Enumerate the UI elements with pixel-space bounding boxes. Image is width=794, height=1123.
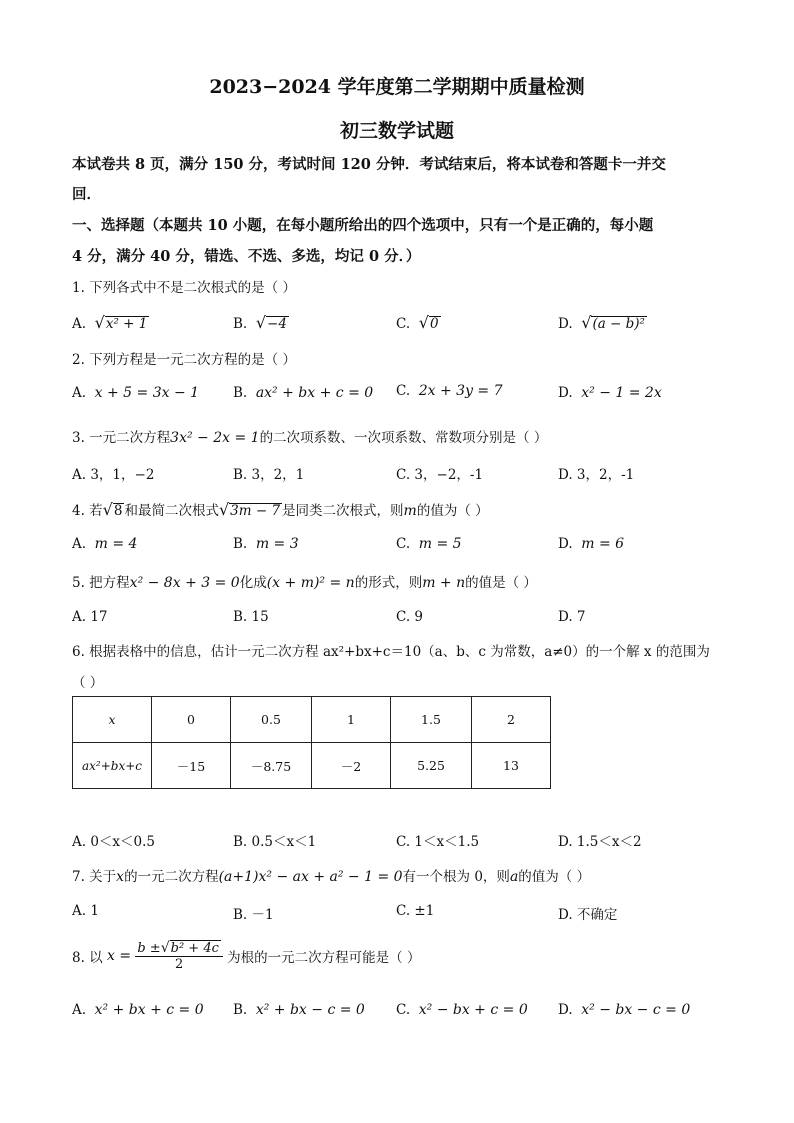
exam-title: 2023−2024 学年度第二学期期中质量检测 <box>209 76 585 98</box>
table-cell: 1 <box>312 697 391 743</box>
q4-option-b: B. m = 3 <box>233 536 299 552</box>
intro-line-2: 回． <box>72 186 101 203</box>
table-cell: －15 <box>152 743 231 789</box>
q6-option-c: C. 1＜x＜1.5 <box>396 834 480 850</box>
question-1-stem: 1. 下列各式中不是二次根式的是（ ） <box>72 280 296 296</box>
q6-option-d: D. 1.5＜x＜2 <box>558 834 642 850</box>
q5-option-c: C. 9 <box>396 609 424 625</box>
q8-option-a: A. x² + bx + c = 0 <box>72 1002 204 1018</box>
q4-option-c: C. m = 5 <box>396 536 462 552</box>
q8-option-c: C. x² − bx + c = 0 <box>396 1002 528 1018</box>
table-row <box>73 743 551 789</box>
table-cell: 13 <box>472 743 551 789</box>
table-cell: 2 <box>472 697 551 743</box>
exam-subtitle: 初三数学试题 <box>339 120 454 142</box>
q5-option-b: B. 15 <box>233 609 269 625</box>
table-cell: ax²+bx+c <box>73 743 152 789</box>
q3-option-d: D. 3，2，-1 <box>558 467 635 483</box>
q5-option-d: D. 7 <box>558 609 586 625</box>
question-8-stem: 8. 以 x = $\frac{\text{b ±√b² + 4c}}{2}$ 为根的一元二次方程可能是（ ） <box>72 940 421 972</box>
q1-option-c: C. √0 <box>396 313 439 332</box>
q8-option-b: B. x² + bx − c = 0 <box>233 1002 365 1018</box>
table-cell: 5.25 <box>391 743 472 789</box>
question-4-stem: 4. 若√8 和最简二次根式√3m − 7 是同类二次根式，则m的值为（ ） <box>72 500 489 519</box>
q8-option-d: D. x² − bx − c = 0 <box>558 1002 691 1018</box>
q7-option-b: B. －1 <box>233 907 274 923</box>
q6-option-a: A. 0＜x＜0.5 <box>72 834 156 850</box>
q7-option-a: A. 1 <box>72 903 99 919</box>
q1-option-b: B. √−4 <box>233 313 287 332</box>
q2-option-b: B. ax² + bx + c = 0 <box>233 385 374 401</box>
q1-option-a: A. √x² + 1 <box>72 313 148 332</box>
question-2-stem: 2. 下列方程是一元二次方程的是（ ） <box>72 352 296 368</box>
q3-option-b: B. 3，2，1 <box>233 467 305 483</box>
q4-option-d: D. m = 6 <box>558 536 625 552</box>
table-cell: 1.5 <box>391 697 472 743</box>
question-3-stem: 3. 一元二次方程3x² − 2x = 1的二次项系数、一次项系数、常数项分别是（ ） <box>72 430 548 446</box>
q2-option-a: A. x + 5 = 3x − 1 <box>72 385 200 401</box>
q5-option-a: A. 17 <box>72 609 108 625</box>
table-cell: 0 <box>152 697 231 743</box>
q6-option-b: B. 0.5＜x＜1 <box>233 834 317 850</box>
table-cell: －8.75 <box>231 743 312 789</box>
q7-option-c: C. ±1 <box>396 903 435 919</box>
q3-option-c: C. 3，−2，-1 <box>396 467 484 483</box>
q4-option-a: A. m = 4 <box>72 536 138 552</box>
question-6-stem-line-1: 6. 根据表格中的信息，估计一元二次方程 ax²+bx+c＝10（a、b、c 为常数，a≠0）的一个解 x 的范围为 <box>72 644 710 660</box>
question-6-stem-line-2: （ ） <box>72 675 104 691</box>
table-cell: －2 <box>312 743 391 789</box>
section-heading-line-1: 一、选择题（本题共 10 小题，在每小题所给出的四个选项中，只有一个是正确的，每小题 <box>72 217 654 234</box>
q2-option-d: D. x² − 1 = 2x <box>558 385 662 401</box>
q2-option-c: C. 2x + 3y = 7 <box>396 383 503 399</box>
question-7-stem: 7. 关于x的一元二次方程(a+1)x² − ax + a² − 1 = 0有一个根为 0，则a的值为（ ） <box>72 869 591 885</box>
intro-line-1: 本试卷共 8 页，满分 150 分，考试时间 120 分钟．考试结束后，将本试卷和答题卡一并交 <box>72 156 666 173</box>
q8-root-fraction: $\frac{\text{b ±√b² + 4c}}{2}$ <box>135 940 223 972</box>
section-heading-line-2: 4 分，满分 40 分，错选、不选、多选，均记 0 分．） <box>72 248 421 265</box>
q1-a-radicand: x² + 1 <box>105 316 148 332</box>
q6-value-table <box>72 696 551 789</box>
q3-option-a: A. 3，1，−2 <box>72 467 155 483</box>
table-cell: x <box>73 697 152 743</box>
question-5-stem: 5. 把方程x² − 8x + 3 = 0化成(x + m)² = n的形式，则m + n的值是（ ） <box>72 575 537 591</box>
q1-option-d: D. √(a − b)² <box>558 313 645 332</box>
q7-option-d: D. 不确定 <box>558 907 618 923</box>
table-row <box>73 697 551 743</box>
table-cell: 0.5 <box>231 697 312 743</box>
